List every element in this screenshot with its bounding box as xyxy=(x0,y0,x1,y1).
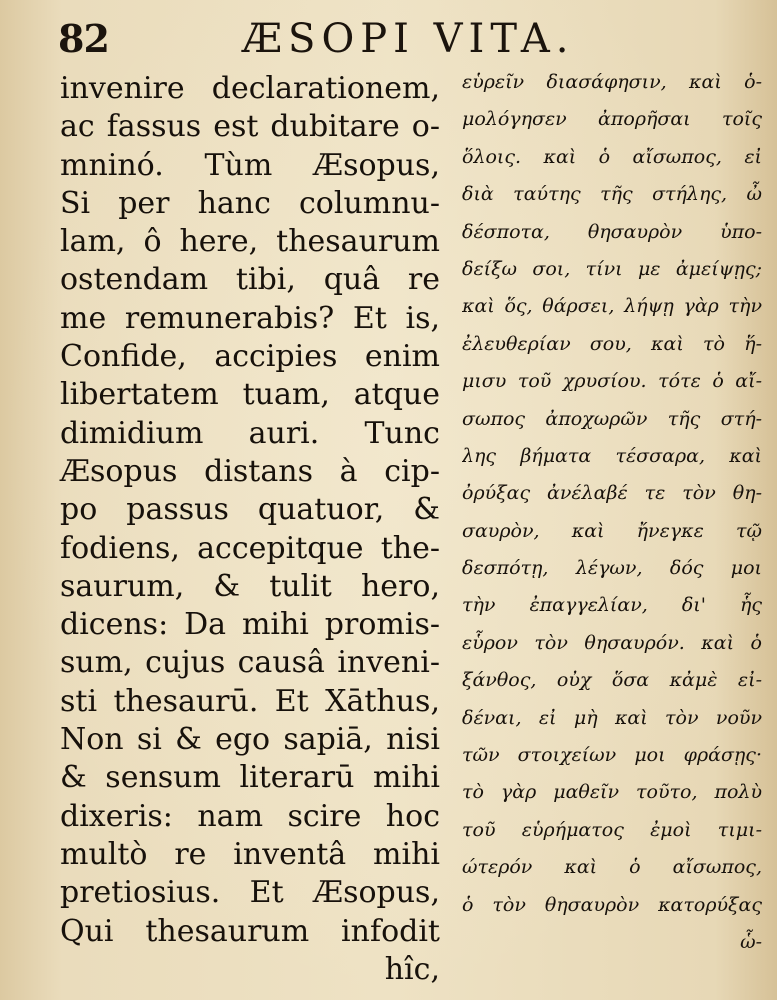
page-header xyxy=(58,14,658,66)
latin-line: Si per hanc columnu- xyxy=(60,185,440,221)
greek-line: τῶν στοιχείων μοι φράσῃς· xyxy=(462,744,762,767)
greek-line: τὸ γὰρ μαθεῖν τοῦτο, πολὺ xyxy=(462,781,762,804)
greek-line: δεσπότῃ, λέγων, δός μοι xyxy=(462,557,762,580)
greek-line: δείξω σοι, τίνι με ἀμείψῃς; xyxy=(462,257,762,280)
latin-column xyxy=(60,70,440,989)
greek-line: δέσποτα, θησαυρὸν ὑπο- xyxy=(462,220,762,243)
latin-line: multò re inventâ mihi xyxy=(60,836,440,872)
greek-line: σαυρὸν, καὶ ἤνεγκε τῷ xyxy=(462,519,762,542)
latin-line: pretiosius. Et Æsopus, xyxy=(60,875,440,911)
latin-line: lam, ô here, thesaurum xyxy=(60,224,440,260)
greek-line: τοῦ εὑρήματος ἐμοὶ τιμι- xyxy=(462,818,762,841)
greek-line: ὅλοις. καὶ ὁ αἴσωπος, εἰ xyxy=(462,145,762,168)
running-title: ÆSOPI VITA. xyxy=(242,16,575,62)
latin-line: dimidium auri. Tunc xyxy=(60,415,440,451)
greek-line: καὶ ὅς, θάρσει, λήψῃ γὰρ τὴν xyxy=(462,295,762,318)
greek-line: τὴν ἐπαγγελίαν, δι' ἧς xyxy=(462,594,762,617)
latin-line: Confide, accipies enim xyxy=(60,339,440,375)
latin-line: ac fassus est dubitare o- xyxy=(60,109,440,145)
latin-line: Non si & ego sapiā, nisi xyxy=(60,722,440,758)
greek-line: λης βήματα τέσσαρα, καὶ xyxy=(462,444,762,467)
greek-column xyxy=(462,64,762,961)
latin-line: sti thesaurū. Et Xāthus, xyxy=(60,683,440,719)
greek-line: ὁ τὸν θησαυρὸν κατορύξας xyxy=(462,893,762,916)
latin-line: sum, cujus causâ inveni- xyxy=(60,645,440,681)
latin-line: me remunerabis? Et is, xyxy=(60,300,440,336)
page-number: 82 xyxy=(58,16,109,61)
greek-line: ὀρύξας ἀνέλαβέ τε τὸν θη- xyxy=(462,482,762,505)
latin-line: dicens: Da mihi promis- xyxy=(60,607,440,643)
greek-line: εὑρεῖν διασάφησιν, καὶ ὁ- xyxy=(462,71,762,93)
latin-line: hîc, xyxy=(384,951,440,987)
greek-line: εὗρον τὸν θησαυρόν. καὶ ὁ xyxy=(462,631,762,654)
latin-line: saurum, & tulit hero, xyxy=(60,568,440,604)
greek-line: ὧ- xyxy=(740,930,762,953)
latin-line: fodiens, accepitque the- xyxy=(60,530,440,566)
latin-line: po passus quatuor, & xyxy=(60,492,440,528)
latin-line: ostendam tibi, quâ re xyxy=(60,262,440,298)
latin-line: Æsopus distans à cip- xyxy=(60,453,440,489)
greek-line: ώτερόν καὶ ὁ αἴσωπος, xyxy=(462,856,762,879)
greek-line: μολόγησεν ἀπορῆσαι τοῖς xyxy=(462,108,762,131)
greek-line: διὰ ταύτης τῆς στήλης, ὦ xyxy=(462,183,762,206)
latin-line: libertatem tuam, atque xyxy=(60,377,440,413)
latin-line: mninó. Tùm Æsopus, xyxy=(60,147,440,183)
greek-line: σωπος ἀποχωρῶν τῆς στή- xyxy=(462,407,762,430)
greek-line: δέναι, εἰ μὴ καὶ τὸν νοῦν xyxy=(462,706,762,729)
latin-line: invenire declarationem, xyxy=(60,71,440,106)
latin-line: & sensum literarū mihi xyxy=(60,760,440,796)
latin-line: Qui thesaurum infodit xyxy=(60,913,440,949)
greek-line: ἐλευθερίαν σου, καὶ τὸ ἥ- xyxy=(462,332,762,355)
latin-line: dixeris: nam scire hoc xyxy=(60,798,440,834)
greek-line: ξάνθος, οὐχ ὅσα κἀμὲ εἰ- xyxy=(462,669,762,692)
greek-line: μισυ τοῦ χρυσίου. τότε ὁ αἴ- xyxy=(462,370,762,393)
